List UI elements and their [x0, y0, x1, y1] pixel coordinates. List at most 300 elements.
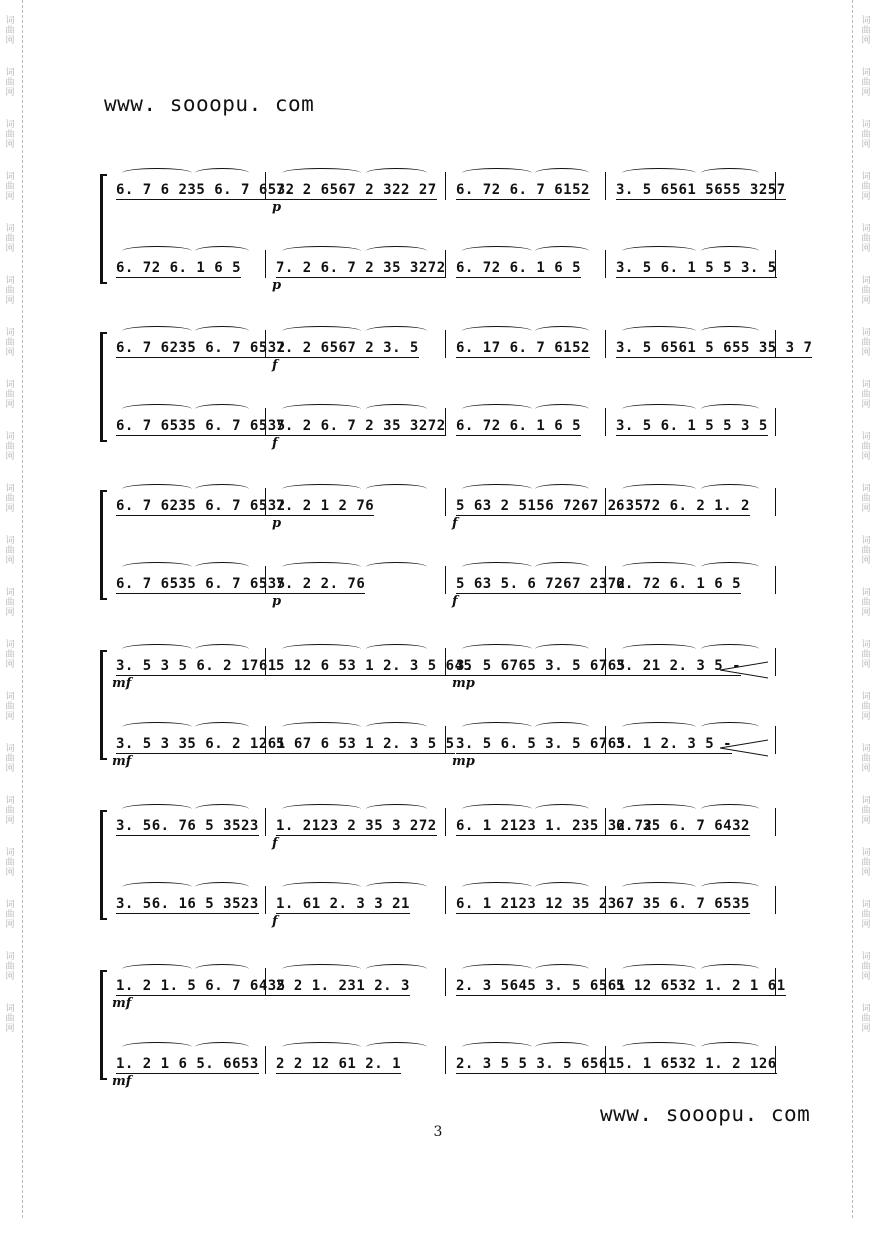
slur [462, 326, 532, 336]
slur [701, 404, 759, 414]
watermark-glyph: 词 [861, 796, 871, 806]
watermark-glyph: 词 [5, 848, 15, 858]
slur [535, 722, 589, 732]
barline [445, 172, 446, 200]
watermark-glyph: 词 [861, 588, 871, 598]
watermark-glyph: 网 [5, 400, 15, 410]
barline [605, 172, 606, 200]
watermark-glyph: 网 [861, 452, 871, 462]
slur [282, 882, 361, 892]
barline [445, 566, 446, 594]
notation-text: 5 67 6 53 1 2. 3 5 5 [276, 736, 455, 752]
barline [265, 726, 266, 754]
slur [122, 1042, 192, 1052]
barline [775, 408, 776, 436]
slur [622, 246, 696, 256]
watermark-glyph: 词 [5, 1004, 15, 1014]
watermark-glyph: 词 [5, 744, 15, 754]
dynamic-marking: p [272, 594, 282, 609]
slur [366, 644, 427, 654]
slur [462, 562, 532, 572]
right-watermark-column [856, 0, 876, 1234]
barline [265, 1046, 266, 1074]
watermark-glyph: 网 [861, 400, 871, 410]
slur [462, 804, 532, 814]
notation-text: 2. 3 5645 3. 5 6561 [456, 978, 626, 994]
slur [462, 964, 532, 974]
slur [366, 168, 427, 178]
watermark-glyph: 曲 [5, 650, 15, 660]
watermark-glyph: 词 [5, 328, 15, 338]
system-bracket [100, 332, 107, 442]
watermark-glyph: 曲 [861, 1014, 871, 1024]
watermark-mark [861, 432, 870, 462]
watermark-glyph: 词 [5, 380, 15, 390]
watermark-glyph: 词 [5, 432, 15, 442]
watermark-glyph: 词 [861, 952, 871, 962]
barline [775, 488, 776, 516]
watermark-glyph: 网 [5, 140, 15, 150]
notation-text: 6. 7 6535 6. 7 6535 [116, 418, 286, 434]
watermark-glyph: 词 [861, 432, 871, 442]
upper-staff [110, 806, 780, 851]
barline [605, 566, 606, 594]
watermark-glyph: 词 [5, 172, 15, 182]
notation-text: 7. 2 6. 7 2 35 3272 [276, 418, 446, 434]
watermark-glyph: 网 [5, 868, 15, 878]
watermark-glyph: 网 [5, 816, 15, 826]
watermark-glyph: 网 [861, 88, 871, 98]
watermark-glyph: 曲 [861, 650, 871, 660]
slur [195, 964, 249, 974]
watermark-glyph: 网 [861, 36, 871, 46]
barline [775, 648, 776, 676]
watermark-glyph: 曲 [5, 858, 15, 868]
slur [462, 404, 532, 414]
watermark-mark [5, 224, 14, 254]
dynamic-marking: f [452, 594, 458, 609]
notation-text: 7. 2 6567 2 3. 5 [276, 340, 419, 356]
slur [622, 804, 696, 814]
notation-text: 6. 7 6235 6. 7 6532 [116, 340, 286, 356]
slur [282, 644, 361, 654]
score-system [100, 328, 813, 451]
watermark-glyph: 网 [861, 608, 871, 618]
slur [701, 326, 759, 336]
upper-staff [110, 646, 780, 691]
watermark-glyph: 词 [5, 484, 15, 494]
barline [445, 886, 446, 914]
barline [445, 330, 446, 358]
watermark-glyph: 网 [861, 192, 871, 202]
notation-text: 3. 5 6. 1 5 5 3 5 [616, 418, 768, 434]
slur [122, 644, 192, 654]
slur [701, 804, 759, 814]
lower-staff [110, 884, 780, 929]
watermark-glyph: 曲 [861, 702, 871, 712]
watermark-mark [5, 276, 14, 306]
barline [265, 330, 266, 358]
dynamic-marking: mf [112, 1074, 132, 1089]
upper-staff [110, 328, 813, 373]
watermark-glyph: 曲 [861, 338, 871, 348]
watermark-glyph: 网 [861, 296, 871, 306]
watermark-glyph: 曲 [5, 754, 15, 764]
slur [122, 722, 192, 732]
barline [605, 408, 606, 436]
watermark-glyph: 曲 [861, 546, 871, 556]
system-bracket [100, 174, 107, 284]
notation-text: 6. 72 6. 1 6 5 [116, 260, 242, 276]
slur [535, 644, 589, 654]
dynamic-marking: f [452, 516, 458, 531]
watermark-glyph: 曲 [861, 78, 871, 88]
barline [775, 250, 776, 278]
watermark-glyph: 词 [861, 380, 871, 390]
watermark-mark [861, 692, 870, 722]
notation-text: 3. 5 6765 3. 5 6765 [456, 658, 626, 674]
system-bracket [100, 650, 107, 760]
notation-text: 2 2 12 61 2. 1 [276, 1056, 402, 1072]
slur [535, 882, 589, 892]
barline [775, 330, 776, 358]
watermark-glyph: 曲 [861, 858, 871, 868]
site-url-bottom: www. sooopu. com [600, 1102, 811, 1126]
barline [775, 886, 776, 914]
watermark-glyph: 网 [861, 556, 871, 566]
watermark-mark [861, 380, 870, 410]
barline [445, 250, 446, 278]
slur [701, 644, 759, 654]
barline [605, 808, 606, 836]
watermark-glyph: 曲 [5, 598, 15, 608]
notation-text: 6. 7 6535 6. 7 6535 [116, 576, 286, 592]
watermark-glyph: 词 [861, 900, 871, 910]
decrescendo-hairpin [720, 660, 770, 680]
barline [775, 808, 776, 836]
barline [445, 968, 446, 996]
slur [122, 804, 192, 814]
watermark-glyph: 网 [5, 764, 15, 774]
slur [122, 964, 192, 974]
slur [366, 484, 427, 494]
slur [535, 964, 589, 974]
slur [282, 722, 361, 732]
barline [265, 172, 266, 200]
lower-staff [110, 248, 780, 293]
barline [605, 1046, 606, 1074]
watermark-glyph: 曲 [5, 962, 15, 972]
notation-text: 6. 1 2123 12 35 23 7 [456, 896, 635, 912]
watermark-glyph: 曲 [5, 1014, 15, 1024]
slur [701, 484, 759, 494]
slur [195, 1042, 249, 1052]
slur [462, 722, 532, 732]
watermark-glyph: 网 [861, 348, 871, 358]
watermark-glyph: 词 [861, 744, 871, 754]
slur [366, 326, 427, 336]
watermark-glyph: 词 [861, 16, 871, 26]
watermark-glyph: 词 [861, 276, 871, 286]
watermark-glyph: 词 [5, 588, 15, 598]
dynamic-marking: f [272, 836, 278, 851]
dynamic-marking: mf [112, 754, 132, 769]
slur [535, 404, 589, 414]
watermark-mark [861, 172, 870, 202]
notation-text: 1. 61 2. 3 3 21 [276, 896, 410, 912]
watermark-glyph: 网 [5, 920, 15, 930]
watermark-glyph: 词 [5, 224, 15, 234]
watermark-glyph: 词 [5, 796, 15, 806]
watermark-glyph: 曲 [5, 26, 15, 36]
watermark-mark [861, 16, 870, 46]
system-bracket [100, 490, 107, 600]
watermark-glyph: 网 [5, 192, 15, 202]
slur [195, 168, 249, 178]
watermark-glyph: 词 [861, 848, 871, 858]
barline [445, 726, 446, 754]
watermark-mark [5, 952, 14, 982]
slur [282, 964, 361, 974]
slur [282, 484, 361, 494]
slur [701, 882, 759, 892]
barline [775, 726, 776, 754]
barline [445, 808, 446, 836]
notation-text: 5. 1 6532 1. 2 126 [616, 1056, 777, 1072]
notation-text: 5 12 6532 1. 2 1 61 [616, 978, 786, 994]
slur [122, 562, 192, 572]
upper-staff [110, 486, 780, 531]
watermark-mark [861, 588, 870, 618]
watermark-glyph: 网 [861, 244, 871, 254]
notation-text: 7. 2 2. 76 [276, 576, 366, 592]
notation-text: 2 2 1. 231 2. 3 [276, 978, 410, 994]
slur [462, 168, 532, 178]
barline [265, 408, 266, 436]
watermark-glyph: 网 [861, 920, 871, 930]
notation-text: 3. 5 3 5 6. 2 1761 [116, 658, 277, 674]
watermark-mark [861, 276, 870, 306]
watermark-mark [861, 848, 870, 878]
watermark-glyph: 网 [5, 296, 15, 306]
watermark-glyph: 曲 [5, 286, 15, 296]
watermark-glyph: 曲 [861, 182, 871, 192]
watermark-mark [5, 484, 14, 514]
watermark-glyph: 网 [5, 504, 15, 514]
watermark-mark [861, 1004, 870, 1034]
slur [622, 168, 696, 178]
score-system [100, 806, 780, 929]
dynamic-marking: mp [452, 754, 475, 769]
slur [122, 326, 192, 336]
barline [605, 250, 606, 278]
watermark-glyph: 曲 [5, 806, 15, 816]
dynamic-marking: p [272, 200, 282, 215]
slur [535, 326, 589, 336]
barline [445, 408, 446, 436]
slur [366, 562, 427, 572]
slur [366, 964, 427, 974]
slur [622, 484, 696, 494]
notation-text: 6. 72 6. 1 6 5 [616, 576, 742, 592]
watermark-glyph: 词 [5, 692, 15, 702]
barline [775, 968, 776, 996]
score-system [100, 966, 786, 1089]
watermark-mark [5, 640, 14, 670]
watermark-glyph: 曲 [861, 390, 871, 400]
watermark-mark [5, 588, 14, 618]
decrescendo-hairpin [720, 738, 770, 758]
slur [282, 168, 361, 178]
barline [605, 648, 606, 676]
barline [605, 726, 606, 754]
watermark-glyph: 网 [861, 660, 871, 670]
watermark-mark [5, 68, 14, 98]
watermark-glyph: 曲 [5, 234, 15, 244]
notation-text: 2. 3 5 5 3. 5 6561 [456, 1056, 617, 1072]
slur [622, 404, 696, 414]
barline [775, 566, 776, 594]
slur [701, 246, 759, 256]
slur [282, 246, 361, 256]
dynamic-marking: p [272, 278, 282, 293]
watermark-glyph: 网 [5, 1024, 15, 1034]
slur [122, 404, 192, 414]
watermark-glyph: 词 [861, 224, 871, 234]
notation-text: 6. 72 6. 7 6152 [456, 182, 590, 198]
barline [605, 968, 606, 996]
watermark-glyph: 网 [5, 36, 15, 46]
slur [122, 246, 192, 256]
watermark-mark [5, 120, 14, 150]
barline [265, 886, 266, 914]
watermark-mark [861, 744, 870, 774]
watermark-mark [5, 900, 14, 930]
watermark-glyph: 曲 [5, 442, 15, 452]
slur [622, 722, 696, 732]
watermark-glyph: 词 [5, 900, 15, 910]
slur [366, 246, 427, 256]
watermark-mark [861, 900, 870, 930]
slur [462, 1042, 532, 1052]
watermark-glyph: 词 [5, 276, 15, 286]
watermark-mark [5, 536, 14, 566]
upper-staff [110, 170, 786, 215]
slur [622, 964, 696, 974]
barline [265, 808, 266, 836]
notation-text: 3. 5 3 35 6. 2 1261 [116, 736, 286, 752]
slur [122, 484, 192, 494]
notation-text: 3. 5 6561 5655 3257 [616, 182, 786, 198]
watermark-mark [861, 640, 870, 670]
barline [775, 172, 776, 200]
slur [282, 404, 361, 414]
slur [195, 326, 249, 336]
slur [122, 882, 192, 892]
slur [282, 804, 361, 814]
slur [366, 722, 427, 732]
notation-text: 1. 2 1. 5 6. 7 6435 [116, 978, 286, 994]
watermark-glyph: 词 [861, 536, 871, 546]
barline [445, 488, 446, 516]
barline [265, 250, 266, 278]
score-system [100, 646, 780, 769]
slur [195, 882, 249, 892]
slur [535, 562, 589, 572]
watermark-mark [5, 16, 14, 46]
notation-text: 5 63 5. 6 7267 2372 [456, 576, 626, 592]
slur [195, 404, 249, 414]
system-bracket [100, 970, 107, 1080]
slur [366, 1042, 427, 1052]
watermark-glyph: 曲 [861, 910, 871, 920]
watermark-mark [5, 1004, 14, 1034]
watermark-glyph: 词 [861, 68, 871, 78]
watermark-mark [5, 380, 14, 410]
slur [195, 562, 249, 572]
barline [445, 648, 446, 676]
barline [265, 566, 266, 594]
watermark-mark [861, 224, 870, 254]
slur [462, 882, 532, 892]
watermark-glyph: 词 [861, 692, 871, 702]
lower-staff [110, 564, 780, 609]
watermark-glyph: 曲 [5, 910, 15, 920]
watermark-glyph: 词 [5, 536, 15, 546]
dynamic-marking: mf [112, 996, 132, 1011]
slur [195, 484, 249, 494]
notation-text: 6. 72 6. 1 6 5 [456, 260, 582, 276]
slur [535, 246, 589, 256]
notation-text: 6. 72 6. 1 6 5 [456, 418, 582, 434]
watermark-mark [5, 744, 14, 774]
page-number: 3 [433, 1124, 443, 1140]
left-page-border [22, 0, 23, 1218]
watermark-glyph: 网 [861, 816, 871, 826]
barline [605, 330, 606, 358]
notation-text: 3. 5 6. 5 3. 5 6765 [456, 736, 626, 752]
watermark-glyph: 词 [5, 640, 15, 650]
watermark-glyph: 曲 [861, 442, 871, 452]
watermark-glyph: 曲 [5, 702, 15, 712]
watermark-glyph: 曲 [861, 962, 871, 972]
notation-text: 7. 2 1 2 76 [276, 498, 375, 514]
dynamic-marking: mp [452, 676, 475, 691]
watermark-mark [5, 848, 14, 878]
watermark-glyph: 网 [5, 712, 15, 722]
watermark-glyph: 曲 [861, 26, 871, 36]
notation-text: 1. 2123 2 35 3 272 [276, 818, 437, 834]
dynamic-marking: mf [112, 676, 132, 691]
slur [535, 168, 589, 178]
slur [622, 882, 696, 892]
watermark-glyph: 网 [5, 608, 15, 618]
watermark-glyph: 网 [5, 556, 15, 566]
notation-text: 6. 7 6 235 6. 7 6532 [116, 182, 295, 198]
watermark-glyph: 词 [5, 68, 15, 78]
watermark-mark [861, 536, 870, 566]
score-system [100, 170, 786, 293]
slur [282, 1042, 361, 1052]
slur [195, 722, 249, 732]
score-system [100, 486, 780, 609]
watermark-glyph: 词 [5, 952, 15, 962]
watermark-glyph: 曲 [5, 130, 15, 140]
notation-text: 3. 21 2. 3 5 - [616, 658, 742, 674]
watermark-glyph: 网 [861, 712, 871, 722]
slur [366, 804, 427, 814]
slur [701, 722, 759, 732]
